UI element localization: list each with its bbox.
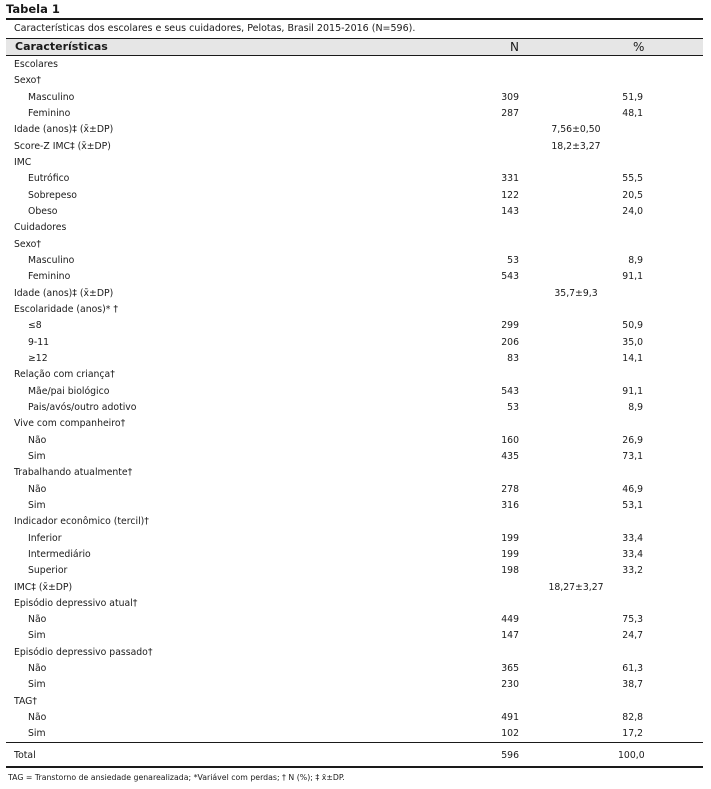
row-label: ≤8 [28, 320, 42, 332]
table-group-row [6, 596, 703, 612]
row-mean-sd-value: 18,2±3,27 [551, 140, 601, 152]
table-row [6, 547, 703, 563]
row-label: IMC [14, 156, 32, 168]
row-label: Não [28, 712, 47, 724]
row-label: Inferior [28, 532, 62, 544]
row-label: Escolares [14, 59, 58, 70]
table-total-row [6, 748, 703, 764]
row-percent-value: 26,9 [622, 434, 643, 446]
row-label: Sexo† [14, 75, 42, 87]
table-group-row [6, 220, 703, 236]
row-label: Obeso [28, 205, 58, 217]
row-n-value: 449 [501, 614, 519, 626]
row-label: Intermediário [28, 548, 91, 560]
row-n-value: 198 [501, 565, 519, 577]
row-percent-value: 55,5 [622, 173, 643, 185]
total-label: Total [14, 749, 36, 761]
table-row [6, 612, 703, 628]
row-label: Sobrepeso [28, 189, 77, 201]
row-n-value: 309 [501, 91, 519, 103]
table-row [6, 384, 703, 400]
row-percent-value: 61,3 [622, 663, 643, 675]
table-group-row [6, 514, 703, 530]
row-n-value: 83 [507, 352, 519, 364]
table-group-row [6, 694, 703, 710]
row-label: Feminino [28, 271, 71, 283]
row-label: Não [28, 663, 47, 675]
row-n-value: 102 [501, 728, 519, 740]
row-percent-value: 51,9 [622, 91, 643, 103]
table-group-row [6, 286, 703, 302]
table-group-row [6, 57, 703, 73]
row-n-value: 147 [501, 630, 519, 642]
row-label: Episódio depressivo passado† [14, 646, 153, 658]
table-label: Tabela 1 [6, 2, 60, 16]
table-row [6, 726, 703, 742]
table-row [6, 677, 703, 693]
row-label: Episódio depressivo atual† [14, 597, 138, 609]
row-n-value: 199 [501, 548, 519, 560]
row-mean-sd-value: 7,56±0,50 [551, 124, 601, 136]
row-label: Sim [28, 499, 46, 511]
row-n-value: 491 [501, 712, 519, 724]
row-percent-value: 46,9 [622, 483, 643, 495]
table-group-row [6, 302, 703, 318]
row-percent-value: 91,1 [622, 385, 643, 397]
row-label: Idade (anos)‡ (x̄±DP) [14, 287, 114, 299]
row-percent-value: 8,9 [628, 401, 643, 413]
row-label: Relação com criança† [14, 369, 115, 381]
row-label: Mãe/pai biológico [28, 385, 110, 397]
row-n-value: 543 [501, 385, 519, 397]
row-n-value: 287 [501, 107, 519, 119]
table-row [6, 628, 703, 644]
table-row [6, 335, 703, 351]
row-n-value: 543 [501, 271, 519, 283]
table-row [6, 563, 703, 579]
row-percent-value: 82,8 [622, 712, 643, 724]
row-label: Superior [28, 565, 68, 577]
table-group-row [6, 139, 703, 155]
row-percent-value: 33,4 [622, 548, 643, 560]
table-row [6, 253, 703, 269]
header-rule [6, 55, 703, 56]
row-percent-value: 35,0 [622, 336, 643, 348]
row-label: Sim [28, 728, 46, 740]
row-n-value: 160 [501, 434, 519, 446]
header-n: N [510, 40, 519, 54]
row-label: Feminino [28, 107, 71, 119]
table-body [6, 57, 703, 764]
row-n-value: 278 [501, 483, 519, 495]
row-n-value: 299 [501, 320, 519, 332]
row-n-value: 53 [507, 254, 519, 266]
table-group-row [6, 416, 703, 432]
table-group-row [6, 237, 703, 253]
row-percent-value: 8,9 [628, 254, 643, 266]
row-percent-value: 75,3 [622, 614, 643, 626]
table-row [6, 188, 703, 204]
row-label: Masculino [28, 254, 75, 266]
row-label: Vive com companheiro† [14, 418, 126, 430]
row-label: ≥12 [28, 352, 48, 364]
row-n-value: 143 [501, 205, 519, 217]
table-row [6, 433, 703, 449]
row-percent-value: 38,7 [622, 679, 643, 691]
row-n-value: 122 [501, 189, 519, 201]
table-header [6, 39, 703, 55]
table-row [6, 269, 703, 285]
row-percent-value: 24,0 [622, 205, 643, 217]
row-percent-value: 24,7 [622, 630, 643, 642]
table-footnote: TAG = Transtorno de ansiedade genarealizada; *Variável com perdas; † N (%); ‡ x̄±DP. [8, 773, 345, 782]
table-row [6, 710, 703, 726]
table-row [6, 106, 703, 122]
row-label: Sexo† [14, 238, 42, 250]
row-percent-value: 17,2 [622, 728, 643, 740]
table-row [6, 204, 703, 220]
row-label: Score-Z IMC‡ (x̄±DP) [14, 140, 111, 152]
row-label: Sim [28, 450, 46, 462]
row-label: Masculino [28, 91, 75, 103]
total-rule [6, 742, 703, 743]
row-percent-value: 50,9 [622, 320, 643, 332]
row-label: Escolaridade (anos)* † [14, 303, 119, 315]
row-percent-value: 53,1 [622, 499, 643, 511]
table-row [6, 531, 703, 547]
total-percent-value: 100,0 [618, 749, 645, 761]
row-label: 9-11 [28, 336, 50, 348]
row-label: Pais/avós/outro adotivo [28, 401, 137, 413]
row-n-value: 435 [501, 450, 519, 462]
row-label: Idade (anos)‡ (x̄±DP) [14, 124, 114, 136]
row-label: Não [28, 434, 47, 446]
row-label: Trabalhando atualmente† [14, 467, 133, 479]
row-label: Sim [28, 679, 46, 691]
row-n-value: 230 [501, 679, 519, 691]
row-n-value: 316 [501, 499, 519, 511]
row-label: IMC‡ (x̄±DP) [14, 581, 73, 593]
row-n-value: 53 [507, 401, 519, 413]
table-row [6, 351, 703, 367]
table-group-row [6, 580, 703, 596]
table-group-row [6, 367, 703, 383]
table-caption: Características dos escolares e seus cuidadores, Pelotas, Brasil 2015-2016 (N=596). [14, 23, 416, 34]
top-rule [6, 18, 703, 20]
bottom-rule [6, 766, 703, 768]
row-label: Sim [28, 630, 46, 642]
row-mean-sd-value: 18,27±3,27 [548, 581, 604, 593]
table-row [6, 90, 703, 106]
row-n-value: 365 [501, 663, 519, 675]
row-label: Cuidadores [14, 222, 67, 234]
table-row [6, 449, 703, 465]
row-percent-value: 73,1 [622, 450, 643, 462]
row-label: Indicador econômico (tercil)† [14, 516, 149, 528]
table-group-row [6, 155, 703, 171]
row-label: Não [28, 614, 47, 626]
table-row [6, 661, 703, 677]
table-row [6, 400, 703, 416]
row-percent-value: 33,4 [622, 532, 643, 544]
table-group-row [6, 122, 703, 138]
total-n-value: 596 [501, 749, 519, 761]
row-label: Eutrófico [28, 173, 70, 185]
row-percent-value: 48,1 [622, 107, 643, 119]
table-row [6, 482, 703, 498]
header-percent: % [633, 40, 645, 54]
header-characteristics: Características [15, 40, 108, 53]
row-n-value: 199 [501, 532, 519, 544]
table-row [6, 171, 703, 187]
row-percent-value: 14,1 [622, 352, 643, 364]
table-group-row [6, 465, 703, 481]
row-percent-value: 20,5 [622, 189, 643, 201]
row-label: TAG† [14, 695, 38, 707]
table-row [6, 498, 703, 514]
row-percent-value: 91,1 [622, 271, 643, 283]
row-n-value: 206 [501, 336, 519, 348]
row-n-value: 331 [501, 173, 519, 185]
row-percent-value: 33,2 [622, 565, 643, 577]
table-row [6, 318, 703, 334]
table-group-row [6, 645, 703, 661]
table-group-row [6, 73, 703, 89]
row-label: Não [28, 483, 47, 495]
row-mean-sd-value: 35,7±9,3 [554, 287, 598, 299]
